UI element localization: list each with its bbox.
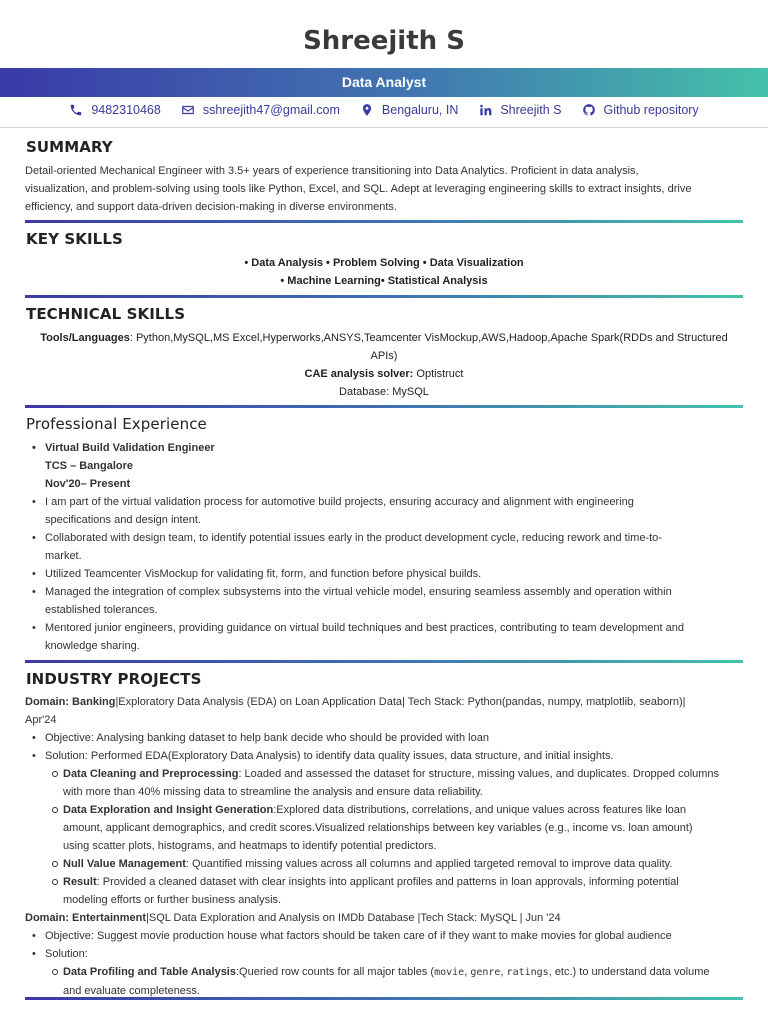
section-divider: [25, 660, 743, 663]
experience-bullets: [25, 493, 743, 655]
email-icon: [181, 103, 195, 117]
list-item: • Objective: Analysing banking dataset to help bank decide who should be provided with loan: [25, 729, 743, 747]
contact-bar: [0, 100, 768, 120]
summary-text: [25, 162, 737, 216]
key-skills-list: [25, 254, 743, 290]
experience-entry: [25, 439, 743, 655]
list-item: Data Profiling and Table Analysis:Queried row counts for all major tables (movie, genre, ratings, etc.) to understand data volume and evaluate completeness.: [25, 963, 743, 1000]
list-item: Null Value Management: Quantified missing values across all columns and applied targeted removal to improve data quality.: [25, 855, 743, 873]
location-pin-icon: [360, 103, 374, 117]
list-item: • Collaborated with design team, to identify potential issues early in the product development cycle, reducing rework and time-to- market.: [25, 529, 743, 565]
section-divider: [25, 405, 743, 408]
contact-location: [360, 103, 458, 117]
company: TCS – Bangalore: [45, 460, 134, 472]
job-role-banner: Data Analyst: [0, 68, 768, 97]
github-link-text: Github repository: [603, 103, 699, 117]
contact-github[interactable]: [582, 103, 699, 117]
list-item: • Utilized Teamcenter VisMockup for validating fit, form, and function before physical builds.: [25, 565, 743, 583]
projects-heading: INDUSTRY PROJECTS: [26, 670, 202, 688]
linkedin-name: Shreejith S: [500, 103, 562, 117]
list-item: Data Exploration and Insight Generation:Explored data distributions, correlations, and unique values across features like loan amount, applicant demographics, and credit scores.Visualized relationships between key variables (e.g., income vs. loan amount) using scatter plots, histograms, and heatmaps to identify potential predictors.: [25, 801, 743, 855]
summary-line: efficiency, and support data-driven decision-making in diverse environments.: [25, 201, 397, 213]
list-item: Result: Provided a cleaned dataset with clear insights into applicant profiles and patterns in loan approvals, informing potential modeling efforts or further business analysis.: [25, 873, 743, 909]
location-text: Bengaluru, IN: [381, 103, 459, 117]
summary-heading: SUMMARY: [26, 138, 113, 156]
tools-languages-line-cont: APIs): [370, 350, 398, 362]
summary-line: Detail-oriented Mechanical Engineer with 3.5+ years of experience transitioning into Data Analytics. Proficient in data analysis,: [25, 165, 639, 177]
list-item: • I am part of the virtual validation process for automotive build projects, ensuring accuracy and alignment with engineering specifications and design intent.: [25, 493, 743, 529]
list-item: • Solution:: [25, 945, 743, 963]
technical-skills-heading: TECHNICAL SKILLS: [26, 305, 186, 323]
list-item: • Mentored junior engineers, providing guidance on virtual build techniques and best practices, contributing to team development and knowledge sharing.: [25, 619, 743, 655]
key-skills-line: • Data Analysis • Problem Solving • Data Visualization: [244, 257, 524, 269]
phone-number: 9482310468: [91, 103, 161, 117]
tools-languages-line: Tools/Languages: Python,MySQL,MS Excel,Hyperworks,ANSYS,Teamcenter VisMockup,AWS,Hadoop,Apache Spark(RDDs and Structured: [40, 332, 728, 344]
job-dates: Nov'20– Present: [45, 478, 131, 490]
list-item: • Solution: Performed EDA(Exploratory Data Analysis) to identify data quality issues, data structure, and initial insights.: [25, 747, 743, 765]
list-item: • Managed the integration of complex subsystems into the virtual vehicle model, ensuring seamless assembly and operation within established tolerances.: [25, 583, 743, 619]
linkedin-icon: [478, 103, 492, 117]
project-bullets: [25, 927, 743, 1000]
section-divider: [25, 295, 743, 298]
contact-linkedin[interactable]: [478, 103, 561, 117]
job-title: • Virtual Build Validation Engineer: [25, 439, 743, 457]
project-bullets: [25, 729, 743, 909]
section-divider: [25, 220, 743, 223]
project-banking: [25, 693, 743, 1000]
cae-solver-line: CAE analysis solver: Optistruct: [304, 368, 464, 380]
github-icon: [582, 103, 596, 117]
project-date: Apr'24: [25, 714, 57, 726]
technical-skills-list: [25, 329, 743, 401]
contact-email[interactable]: [181, 103, 340, 117]
experience-heading: Professional Experience: [26, 415, 207, 433]
section-divider: [25, 997, 743, 1000]
list-item: • Objective: Suggest movie production house what factors should be taken care of if they want to make movies for global audience: [25, 927, 743, 945]
project-domain-line: Domain: Banking|Exploratory Data Analysis (EDA) on Loan Application Data| Tech Stack: Python(pandas, numpy, matplotlib, seaborn)|: [25, 696, 686, 708]
key-skills-heading: KEY SKILLS: [26, 230, 123, 248]
key-skills-line: • Machine Learning• Statistical Analysis: [280, 275, 488, 287]
phone-icon: [69, 103, 83, 117]
candidate-name: Shreejith S: [303, 26, 465, 56]
summary-line: visualization, and problem-solving using tools like Python, Excel, and SQL. Adept at leveraging engineering skills to extract insights, drive: [25, 183, 692, 195]
database-line: Database: MySQL: [339, 386, 429, 398]
header-divider: [0, 127, 768, 128]
email-address: sshreejith47@gmail.com: [202, 103, 340, 117]
list-item: Data Cleaning and Preprocessing: Loaded and assessed the dataset for structure, missing values, and duplicates. Dropped columns with more than 40% missing data to streamline the analysis and ensure data reliability.: [25, 765, 743, 801]
contact-phone[interactable]: [69, 103, 161, 117]
project-domain-line: Domain: Entertainment|SQL Data Exploration and Analysis on IMDb Database |Tech Stack: MySQL | Jun '24: [25, 912, 561, 924]
